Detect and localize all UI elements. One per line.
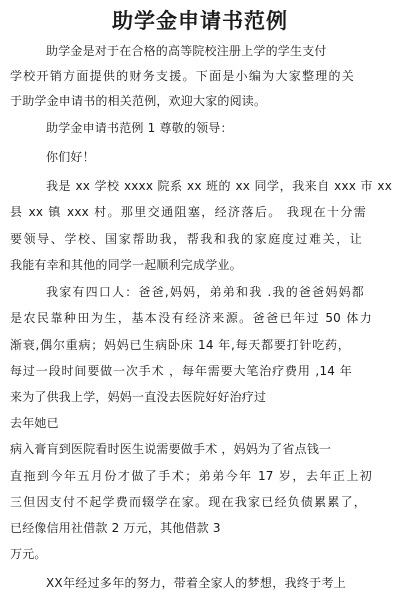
paragraph-line: 已经像信用社借款 2 万元，其他借款 3 <box>10 521 221 535</box>
paragraph-line: 要领导、学校、国家帮助我，帮我和我的家庭度过难关，让 <box>10 232 362 246</box>
paragraph-line: 渐衰,偶尔重病；妈妈已生病卧床 14 年,每天都要打针吃药， <box>10 338 350 352</box>
document-title: 助学金申请书范例 <box>112 9 288 33</box>
paragraph-line: 你们好！ <box>46 150 95 164</box>
paragraph-line: 是农民靠种田为生，基本没有经济来源。爸爸已年过 50 体力 <box>10 311 372 325</box>
paragraph-line: 去年她已 <box>10 416 59 430</box>
paragraph-line: 病入膏肓到医院看时医生说需要做手术 ，妈妈为了省点钱一 <box>10 442 332 456</box>
paragraph-line: 直拖到今年五月份才做了手术；弟弟今年 17 岁，去年正上初 <box>10 469 372 483</box>
paragraph-line: 三但因支付不起学费而辍学在家。现在我家已经负债累累了， <box>10 495 366 509</box>
paragraph-line: 我家有四口人：爸爸,妈妈，弟弟和我 .我的爸爸妈妈都 <box>46 285 364 299</box>
paragraph-line: 我能有幸和其他的同学一起顺利完成学业。 <box>10 258 242 272</box>
paragraph-line: 县 xx 镇 xxx 村。那里交通阻塞，经济落后。 我现在十分需 <box>10 205 366 219</box>
paragraph-line: 每过一段时间要做一次手术 ，每年需要大笔治疗费用 ,14 年 <box>10 364 352 378</box>
paragraph-line: 学校开销方面提供的财务支援。下面是小编为大家整理的关 <box>10 69 354 83</box>
paragraph-line: 我是 xx 学校 xxxx 院系 xx 班的 xx 同学，我来自 xxx 市 xx <box>46 179 392 193</box>
paragraph-line: 助学金是对于在合格的高等院校注册上学的学生支付 <box>46 44 327 58</box>
paragraph-line: 助学金申请书范例 1 尊敬的领导： <box>46 121 233 135</box>
paragraph-line: 万元。 <box>10 547 47 561</box>
paragraph-line: 来为了供我上学，妈妈一直没去医院好好治疗过 <box>10 390 267 404</box>
paragraph-line: 于助学金申请书的相关范例，欢迎大家的阅读。 <box>10 94 267 108</box>
paragraph-line: XX年经过多年的努力，带着全家人的梦想，我终于考上 <box>46 576 346 590</box>
